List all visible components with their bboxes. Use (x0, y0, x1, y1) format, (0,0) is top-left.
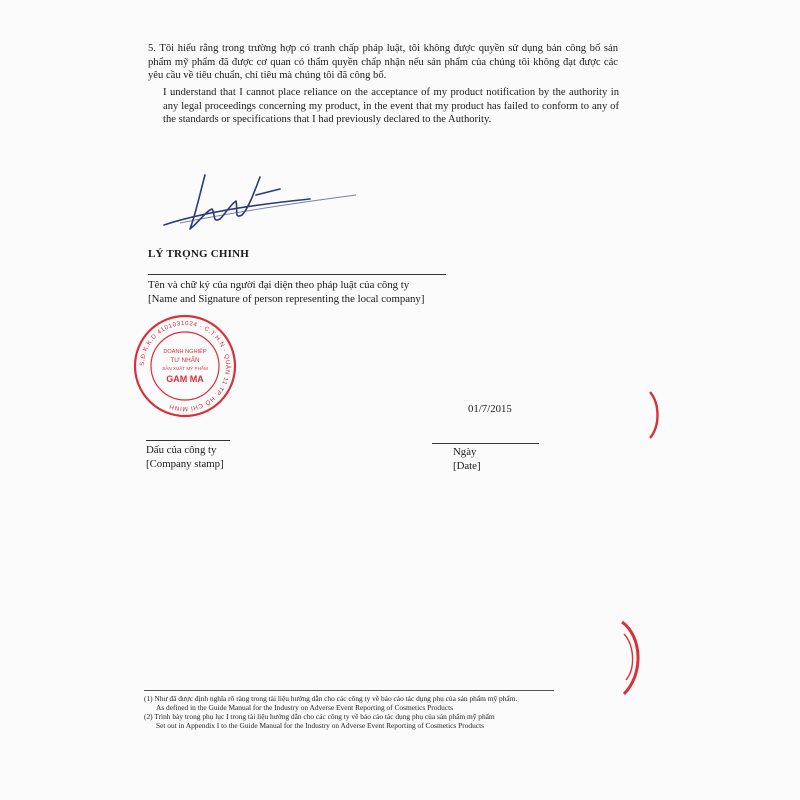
footnote-2-en: Set out in Appendix I to the Guide Manual for the Industry on Adverse Event Reporting of Cosmetics Products (156, 721, 485, 730)
stamp-company-name: GAM MA (166, 374, 204, 384)
company-stamp-caption-en: [Company stamp] (146, 458, 224, 470)
partial-stamp-right-top (648, 390, 662, 440)
signer-name: LÝ TRỌNG CHINH (148, 248, 249, 260)
date-caption-en: [Date] (453, 460, 481, 472)
footnote-2-mark: (2) (144, 712, 153, 721)
footnote-1 (144, 694, 517, 703)
footnote-1-en: As defined in the Guide Manual for the Industry on Adverse Event Reporting of Cosmetics Products (156, 703, 454, 712)
clause-5-vietnamese: 5. Tôi hiểu rằng trong trường hợp có tranh chấp pháp luật, tôi không được quyền sử dụng bản công bố sản phẩm mỹ phẩm đã được cơ quan có thẩm quyền chấp nhận nếu sản phẩm của chúng tôi không đạt được các yêu cầu về tiêu chuẩn, chỉ tiêu mà chúng tôi đã công bố. (148, 43, 618, 82)
date-caption-vn: Ngày (453, 446, 477, 458)
clause-5-english: I understand that I cannot place reliance on the acceptance of my product notification by the authority in any legal proceedings concerning my product, in the event that my product has failed to conform to any of the standards or specifications that I had previously declared to the Authority. (163, 87, 619, 126)
stamp-inner-line1: DOANH NGHIỆP (163, 349, 207, 355)
stamp-inner-line3: SẢN XUẤT MỸ PHẨM (162, 366, 208, 371)
signature-caption-en: [Name and Signature of person representing the local company] (148, 293, 425, 305)
signature-line (148, 274, 446, 275)
date-line (432, 443, 539, 444)
company-stamp-caption-vn: Dấu của công ty (146, 444, 217, 456)
partial-stamp-right-bottom (618, 618, 648, 698)
company-stamp (132, 313, 238, 419)
stamp-inner-line2: TƯ NHÂN (170, 357, 200, 364)
company-stamp-line (146, 440, 230, 441)
handwritten-signature (160, 165, 360, 245)
stamp-ring-text: S.Đ.K.K.D 4101031024 - C.T.H.N - QUẬN 11 TP. HỒ CHÍ MINH (138, 319, 232, 413)
date-value: 01/7/2015 (468, 403, 512, 415)
footnote-1-vn: Như đã được định nghĩa rõ ràng trong tài liệu hướng dẫn cho các công ty về báo cáo tác dụng phụ của sản phẩm mỹ phẩm. (154, 694, 518, 703)
signature-caption-vn: Tên và chữ ký của người đại diện theo pháp luật của công ty (148, 279, 410, 291)
footnote-2 (144, 712, 495, 721)
footnote-separator (144, 690, 554, 691)
footnote-1-mark: (1) (144, 694, 153, 703)
footnote-2-vn: Trình bày trong phụ lục I trong tài liệu hướng dẫn cho các công ty về báo cáo tác dụng phụ của sản phẩm mỹ phẩm (154, 712, 495, 721)
